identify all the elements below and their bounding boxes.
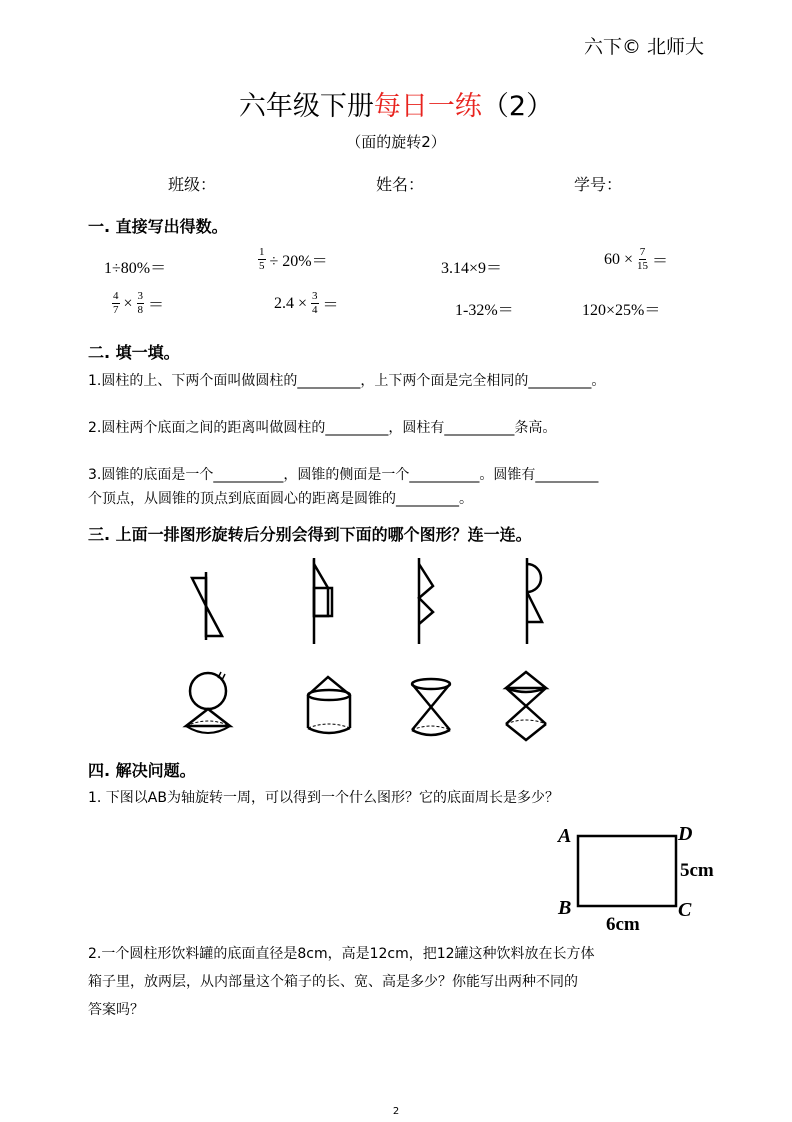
plane-figure-3 <box>419 558 433 644</box>
fill-q3-line2: 个顶点，从圆锥的顶点到底面圆心的距离是圆锥的_________。 <box>88 491 473 507</box>
fraction: $\frac{1}{5}$ <box>259 246 265 272</box>
width-label: 6cm <box>606 914 640 935</box>
label-b: B <box>558 897 572 919</box>
rectangle-figure <box>548 818 738 936</box>
label-c: C <box>678 899 692 921</box>
solid-double-cone-bases <box>506 672 546 740</box>
problem-2-line1: 2.一个圆柱形饮料罐的底面直径是8cm，高是12cm，把12罐这种饮料放在长方体 <box>88 946 595 962</box>
calc-1d: 60 × $\frac{7}{15}$ ＝ <box>604 246 669 272</box>
fraction: $\frac{3}{8}$ <box>137 290 144 316</box>
section1-heading: 一. 直接写出得数。 <box>88 217 228 236</box>
problem-2-line2: 箱子里，放两层，从内部量这个箱子的长、宽、高是多少？你能写出两种不同的 <box>88 974 578 990</box>
page-number: 2 <box>392 1106 400 1117</box>
plane-figure-2 <box>314 558 332 644</box>
fraction: $\frac{3}{4}$ <box>312 290 318 316</box>
id-label: 学号： <box>574 175 623 194</box>
section2-heading: 二. 填一填。 <box>88 343 180 362</box>
section3-heading: 三. 上面一排图形旋转后分别会得到下面的哪个图形？连一连。 <box>88 525 532 544</box>
calc-1a: 1÷80%＝ <box>104 260 167 277</box>
solid-cone-cylinder <box>308 677 350 733</box>
label-d: D <box>678 823 693 845</box>
fill-q1: 1.圆柱的上、下两个面叫做圆柱的_________，上下两个面是完全相同的_________。 <box>88 373 606 389</box>
title-part2: 每日一练 <box>373 91 482 122</box>
rotation-figures <box>160 550 600 750</box>
calc-2c: 1-32%＝ <box>455 302 514 319</box>
plane-figure-4 <box>527 558 542 644</box>
name-label: 姓名： <box>376 175 425 194</box>
calc-2a: $\frac{4}{7}$ × $\frac{3}{8}$ ＝ <box>113 290 165 316</box>
problem-2-line3: 答案吗？ <box>88 1002 144 1018</box>
title-part1: 六年级下册 <box>238 91 374 122</box>
calc-1c: 3.14×9＝ <box>441 260 503 277</box>
title-part3: （2） <box>481 91 554 122</box>
fill-q2: 2.圆柱两个底面之间的距离叫做圆柱的_________，圆柱有__________条高。 <box>88 420 557 436</box>
plane-figure-1 <box>192 572 222 640</box>
calc-2b: 2.4 × $\frac{3}{4}$ ＝ <box>274 290 339 316</box>
page-subtitle: （面的旋转2） <box>346 133 446 151</box>
page-title <box>0 84 792 123</box>
rectangle-abcd <box>578 836 676 906</box>
calc-2d: 120×25%＝ <box>582 302 661 319</box>
calc-1b: $\frac{1}{5}$ ÷ 20%＝ <box>259 246 328 272</box>
fraction: $\frac{4}{7}$ <box>113 290 119 316</box>
fraction: $\frac{7}{15}$ <box>637 246 649 272</box>
section4-heading: 四. 解决问题。 <box>88 761 196 780</box>
label-a: A <box>558 825 572 847</box>
problem-1: 1. 下图以AB为轴旋转一周，可以得到一个什么图形？它的底面周长是多少？ <box>88 790 559 806</box>
height-label: 5cm <box>680 860 714 881</box>
header-text: 六下© 北师大 <box>583 36 704 58</box>
fill-q3-line1: 3.圆锥的底面是一个__________，圆锥的侧面是一个__________。圆锥有_________ <box>88 467 599 483</box>
solid-double-cone-tips <box>412 679 450 735</box>
solid-sphere-cone <box>186 672 230 733</box>
class-label: 班级： <box>168 175 217 194</box>
